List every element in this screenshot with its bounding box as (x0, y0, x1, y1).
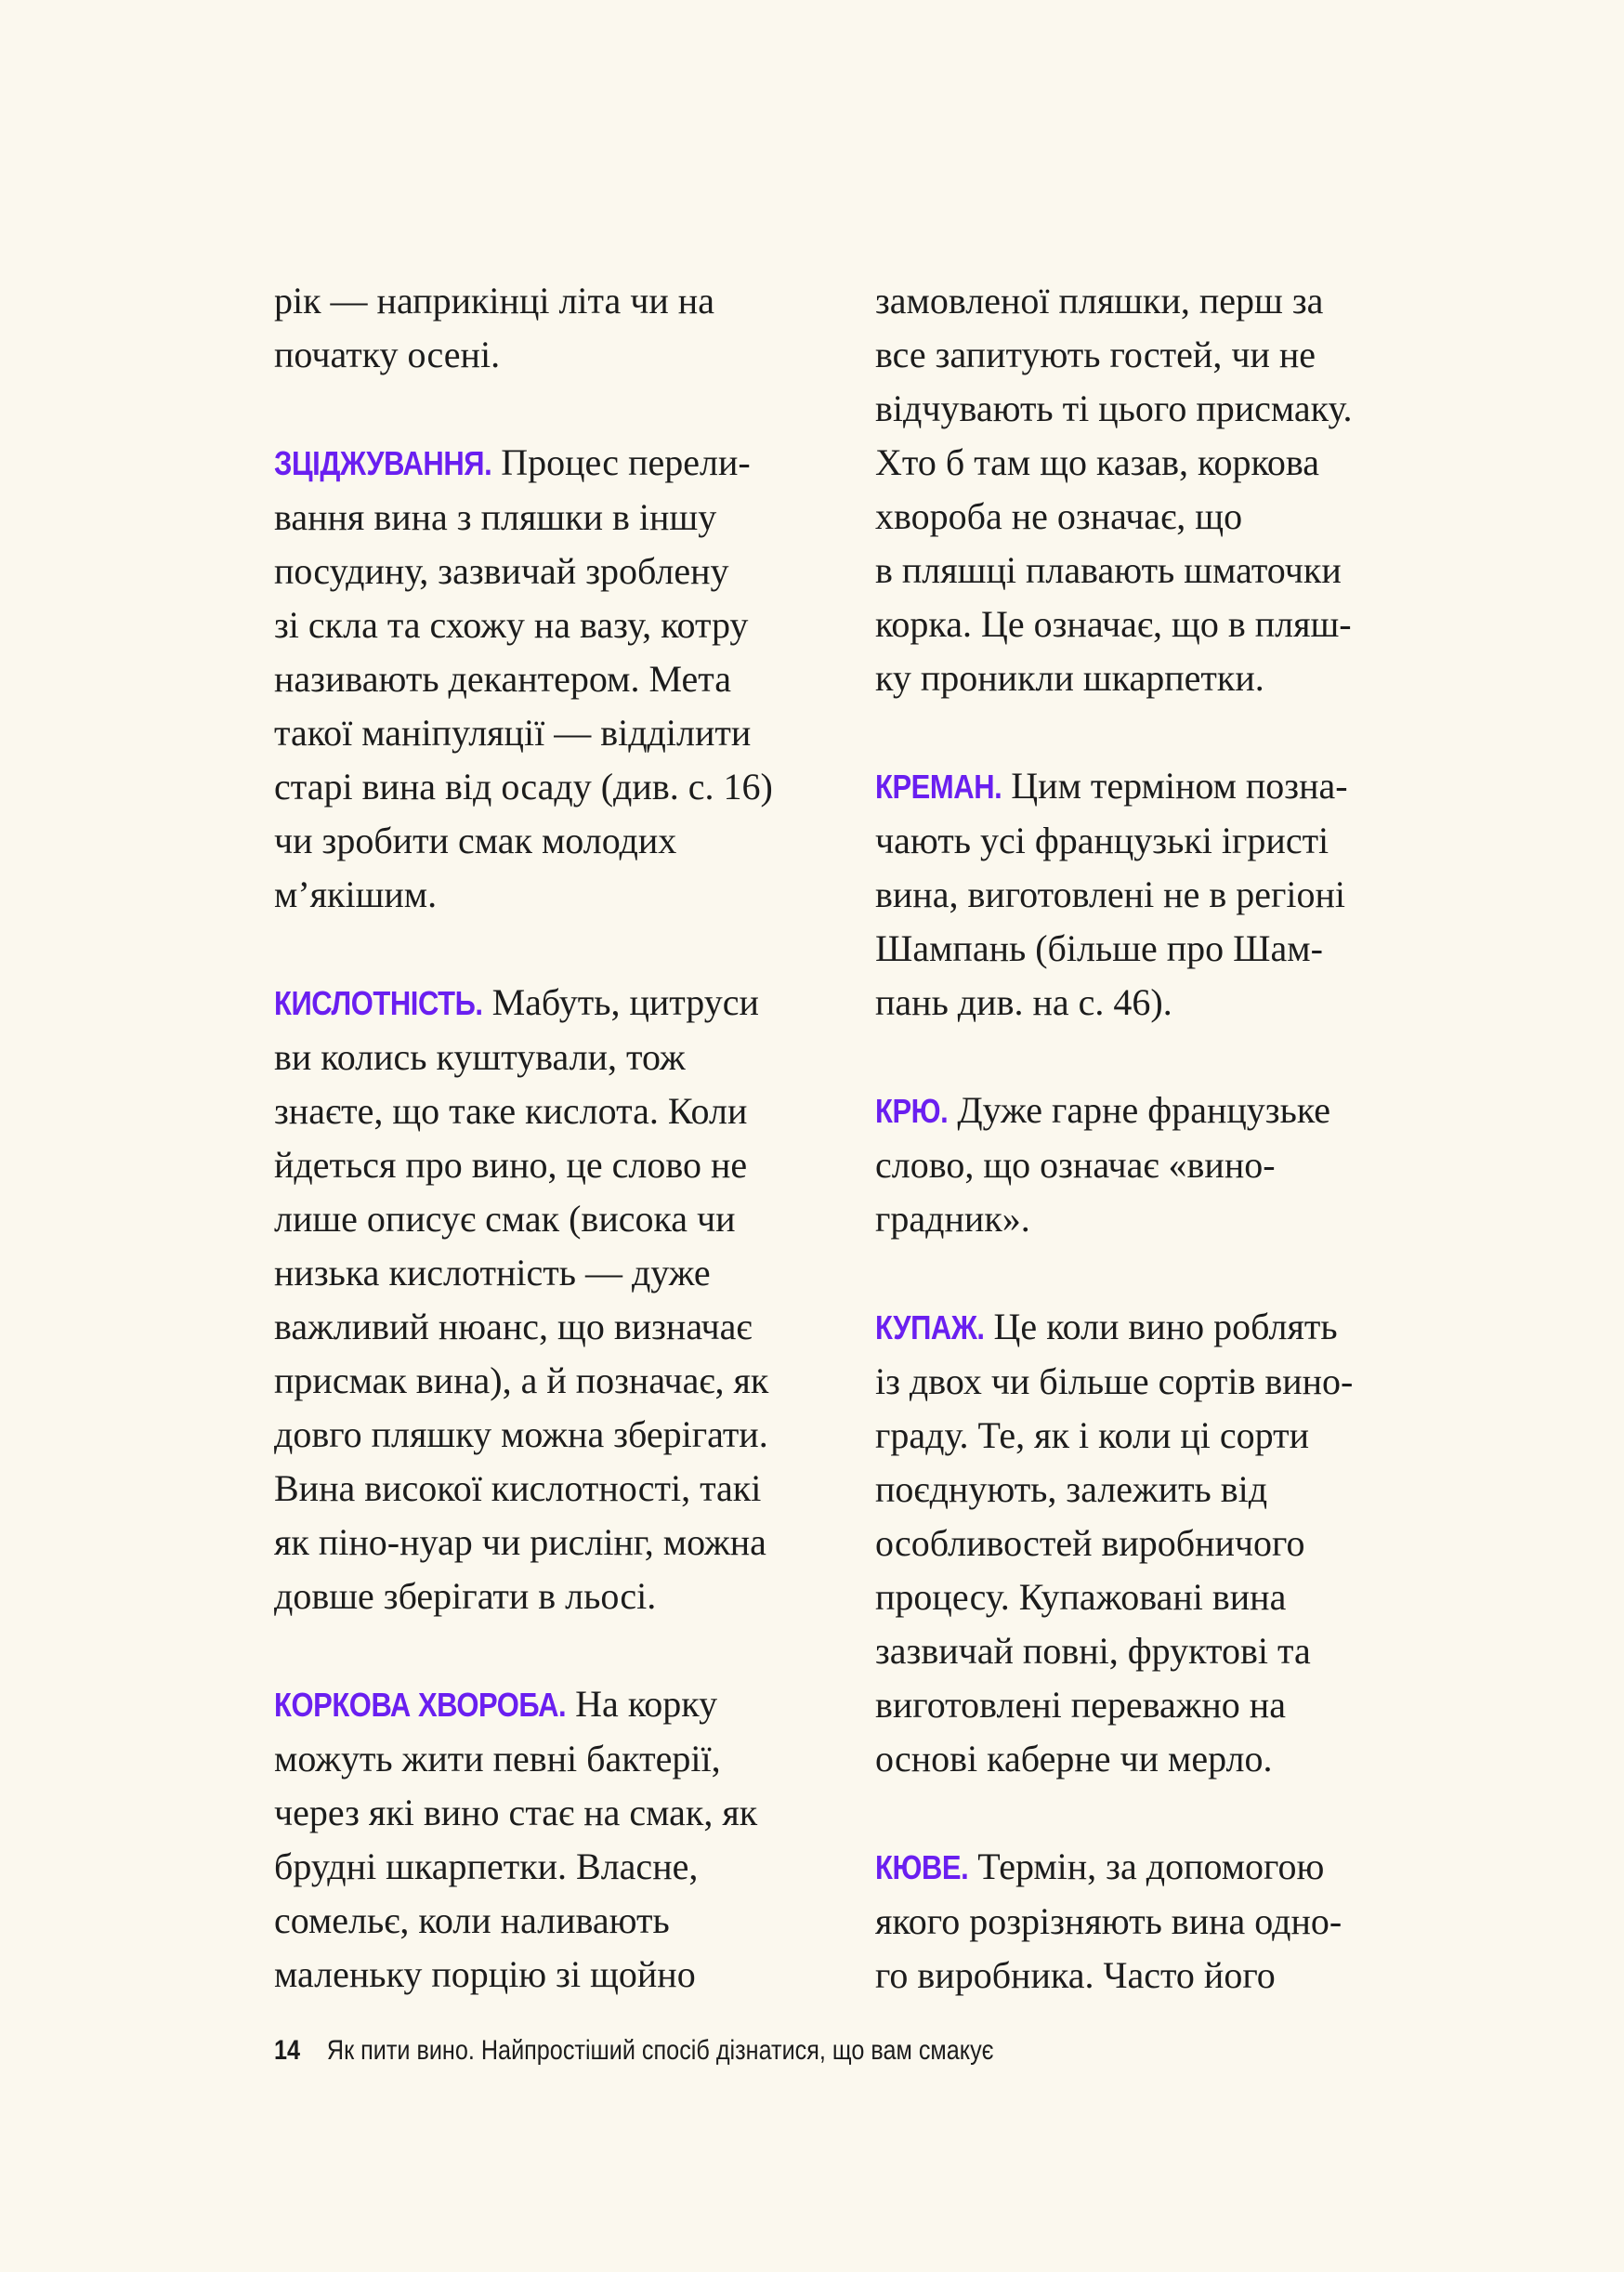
glossary-term: КУПАЖ. (875, 1308, 985, 1346)
text-line: виготовлені переважно на (875, 1684, 1286, 1726)
text-line: градник». (875, 1198, 1030, 1240)
text-line: зі скла та схожу на вазу, котру (274, 604, 749, 646)
glossary-term: КОРКОВА ХВОРОБА. (274, 1686, 567, 1724)
text-line: старі вина від осаду (див. с. 16) (274, 766, 773, 808)
glossary-term: ЗЦІДЖУВАННЯ. (274, 444, 492, 482)
text-line: процесу. Купажовані вина (875, 1576, 1287, 1618)
glossary-entry-kiuve (875, 1840, 1451, 2003)
glossary-entry-zcidzhuvannia (274, 436, 850, 922)
text-line: слово, що означає «вино- (875, 1144, 1276, 1186)
text-line: через які вино стає на смак, як (274, 1792, 758, 1833)
glossary-entry-korkova-khvoroba (274, 1677, 850, 2002)
text-line: довго пляшку можна зберігати. (274, 1413, 768, 1455)
text-line: важливий нюанс, що визначає (274, 1306, 753, 1347)
text-line (875, 759, 1451, 814)
text-line (274, 1677, 850, 1732)
text-line: йдеться про вино, це слово не (274, 1144, 748, 1186)
text-line: Шампань (більше про Шам- (875, 927, 1323, 969)
text-line (875, 1300, 1451, 1355)
text-line: називають декантером. Мета (274, 658, 731, 700)
text-line: го виробника. Часто його (875, 1954, 1276, 1996)
page-footer (274, 2035, 994, 2067)
text-line-rest: На корку (575, 1683, 718, 1725)
glossary-entry-kupazh (875, 1300, 1451, 1786)
text-line: відчувають ті цього присмаку. (875, 387, 1353, 429)
text-line: чають усі французькі ігристі (875, 820, 1329, 861)
continuation-paragraph (875, 274, 1451, 705)
text-line: зазвичай повні, фруктові та (875, 1630, 1311, 1672)
text-line: пань див. на с. 46). (875, 981, 1172, 1023)
text-line: замовленої пляшки, перш за (875, 280, 1324, 322)
glossary-entry-kyslotnist (274, 976, 850, 1623)
text-line: рік — наприкінці літа чи на (274, 280, 714, 322)
text-line: вина, виготовлені не в регіоні (875, 873, 1346, 915)
text-line: ви колись куштували, тож (274, 1036, 686, 1078)
glossary-entry-kriu (875, 1083, 1451, 1246)
text-line-rest: Процес перели- (501, 441, 751, 483)
continuation-paragraph (274, 274, 850, 382)
glossary-term: КРЕМАН. (875, 768, 1002, 806)
text-line: довше зберігати в льосі. (274, 1575, 657, 1617)
running-title: Як пити вино. Найпростіший спосіб дізнатися, що вам смакує (326, 2035, 994, 2066)
text-line: поєднують, залежить від (875, 1468, 1268, 1510)
text-line: із двох чи більше сортів вино- (875, 1360, 1354, 1402)
text-line: якого розрізняють вина одно- (875, 1900, 1342, 1942)
text-line: корка. Це означає, що в пляш- (875, 603, 1352, 645)
text-line-rest: Термін, за допомогою (977, 1845, 1325, 1887)
text-line (274, 976, 850, 1031)
text-line: можуть жити певні бактерії, (274, 1738, 721, 1780)
glossary-term: КИСЛОТНІСТЬ. (274, 984, 483, 1022)
text-line: ку проникли шкарпетки. (875, 657, 1264, 699)
text-line: Вина високої кислотності, такі (274, 1467, 762, 1509)
page-number: 14 (274, 2035, 301, 2066)
text-line: лише описує смак (висока чи (274, 1198, 736, 1240)
right-column (875, 274, 1451, 2056)
text-line-rest: Дуже гарне французьке (957, 1089, 1331, 1131)
text-line-rest: Мабуть, цитруси (491, 981, 759, 1023)
text-line: посудину, зазвичай зроблену (274, 550, 729, 592)
glossary-term: КРЮ. (875, 1092, 949, 1130)
text-line: такої маніпуляції — відділити (274, 712, 752, 754)
text-line: хвороба не означає, що (875, 495, 1243, 537)
text-line: граду. Те, як і коли ці сорти (875, 1414, 1309, 1456)
text-line: в пляшці плавають шматочки (875, 549, 1342, 591)
text-line-rest: Це коли вино роблять (993, 1306, 1338, 1347)
text-line (875, 1083, 1451, 1138)
text-line: чи зробити смак молодих (274, 820, 677, 861)
text-line: маленьку порцію зі щойно (274, 1953, 696, 1995)
glossary-entry-kreman (875, 759, 1451, 1030)
text-line: як піно-нуар чи рислінг, можна (274, 1521, 766, 1563)
text-line: початку осені. (274, 334, 501, 375)
text-line: все запитують гостей, чи не (875, 334, 1316, 375)
text-line: брудні шкарпетки. Власне, (274, 1845, 699, 1887)
text-line: м’якішим. (274, 873, 438, 915)
text-line-rest: Цим терміном позна- (1011, 765, 1348, 807)
text-line: особливостей виробничого (875, 1522, 1305, 1564)
glossary-term: КЮВЕ. (875, 1848, 969, 1886)
text-line: сомельє, коли наливають (274, 1899, 670, 1941)
text-line (274, 436, 850, 491)
text-line: Хто б там що казав, коркова (875, 441, 1319, 483)
text-line: присмак вина), а й позначає, як (274, 1359, 769, 1401)
text-line: знаєте, що таке кислота. Коли (274, 1090, 748, 1132)
left-column (274, 274, 850, 2055)
text-line: основі каберне чи мерло. (875, 1738, 1273, 1780)
text-line (875, 1840, 1451, 1895)
text-line: низька кислотність — дуже (274, 1252, 711, 1294)
text-line: вання вина з пляшки в іншу (274, 496, 717, 538)
